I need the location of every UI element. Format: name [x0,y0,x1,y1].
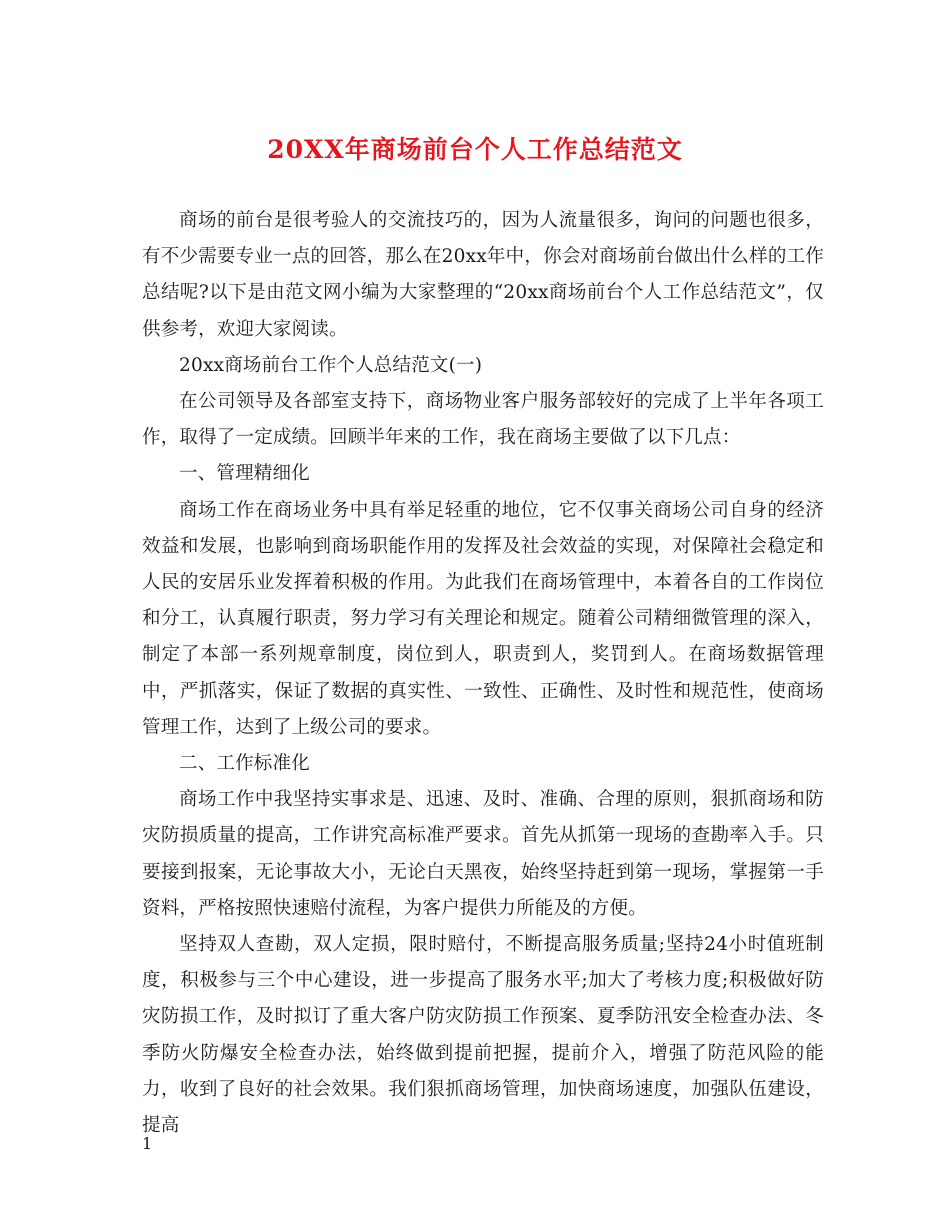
paragraph-overview: 在公司领导及各部室支持下，商场物业客户服务部较好的完成了上半年各项工作，取得了一定成绩。回顾半年来的工作，我在商场主要做了以下几点： [142,391,824,449]
document-body [142,203,824,1144]
paragraph-management: 商场工作在商场业务中具有举足轻重的地位，它不仅事关商场公司自身的经济效益和发展，也影响到商场职能作用的发挥及社会效益的实现，对保障社会稳定和人民的安居乐业发挥着积极的作用。为此我们在商场管理中，本着各自的工作岗位和分工，认真履行职责，努力学习有关理论和规定。随着公司精细微管理的深入，制定了本部一系列规章制度，岗位到人，职责到人，奖罚到人。在商场数据管理中，严抓落实，保证了数据的真实性、一致性、正确性、及时性和规范性，使商场管理工作，达到了上级公司的要求。 [142,499,824,738]
document-title: 20XX年商场前台个人工作总结范文 [267,135,683,164]
section-heading-standardization: 二、工作标准化 [179,753,310,775]
paragraph-service: 坚持双人查勘，双人定损，限时赔付，不断提高服务质量;坚持24小时值班制度，积极参与三个中心建设，进一步提高了服务水平;加大了考核力度;积极做好防灾防损工作，及时拟订了重大客户防灾防损工作预案、夏季防汛安全检查办法、冬季防火防爆安全检查办法，始终做到提前把握，提前介入，增强了防范风险的能力，收到了良好的社会效果。我们狠抓商场管理，加快商场速度，加强队伍建设，提高 [142,934,824,1137]
page-number: 1 [142,1134,153,1153]
paragraph-standardization: 商场工作中我坚持实事求是、迅速、及时、准确、合理的原则，狠抓商场和防灾防损质量的提高，工作讲究高标准严要求。首先从抓第一现场的查勘率入手。只要接到报案，无论事故大小，无论白天黑夜，始终坚持赶到第一现场，掌握第一手资料，严格按照快速赔付流程，为客户提供力所能及的方便。 [142,789,824,919]
section-heading-management: 一、管理精细化 [179,463,310,485]
section-heading-sample-one: 20xx商场前台工作个人总结范文(一) [179,354,483,376]
paragraph-intro: 商场的前台是很考验人的交流技巧的，因为人流量很多，询问的问题也很多，有不少需要专业一点的回答，那么在20xx年中，你会对商场前台做出什么样的工作总结呢?以下是由范文网小编为大家整理的“20xx商场前台个人工作总结范文”，仅供参考，欢迎大家阅读。 [142,210,824,340]
